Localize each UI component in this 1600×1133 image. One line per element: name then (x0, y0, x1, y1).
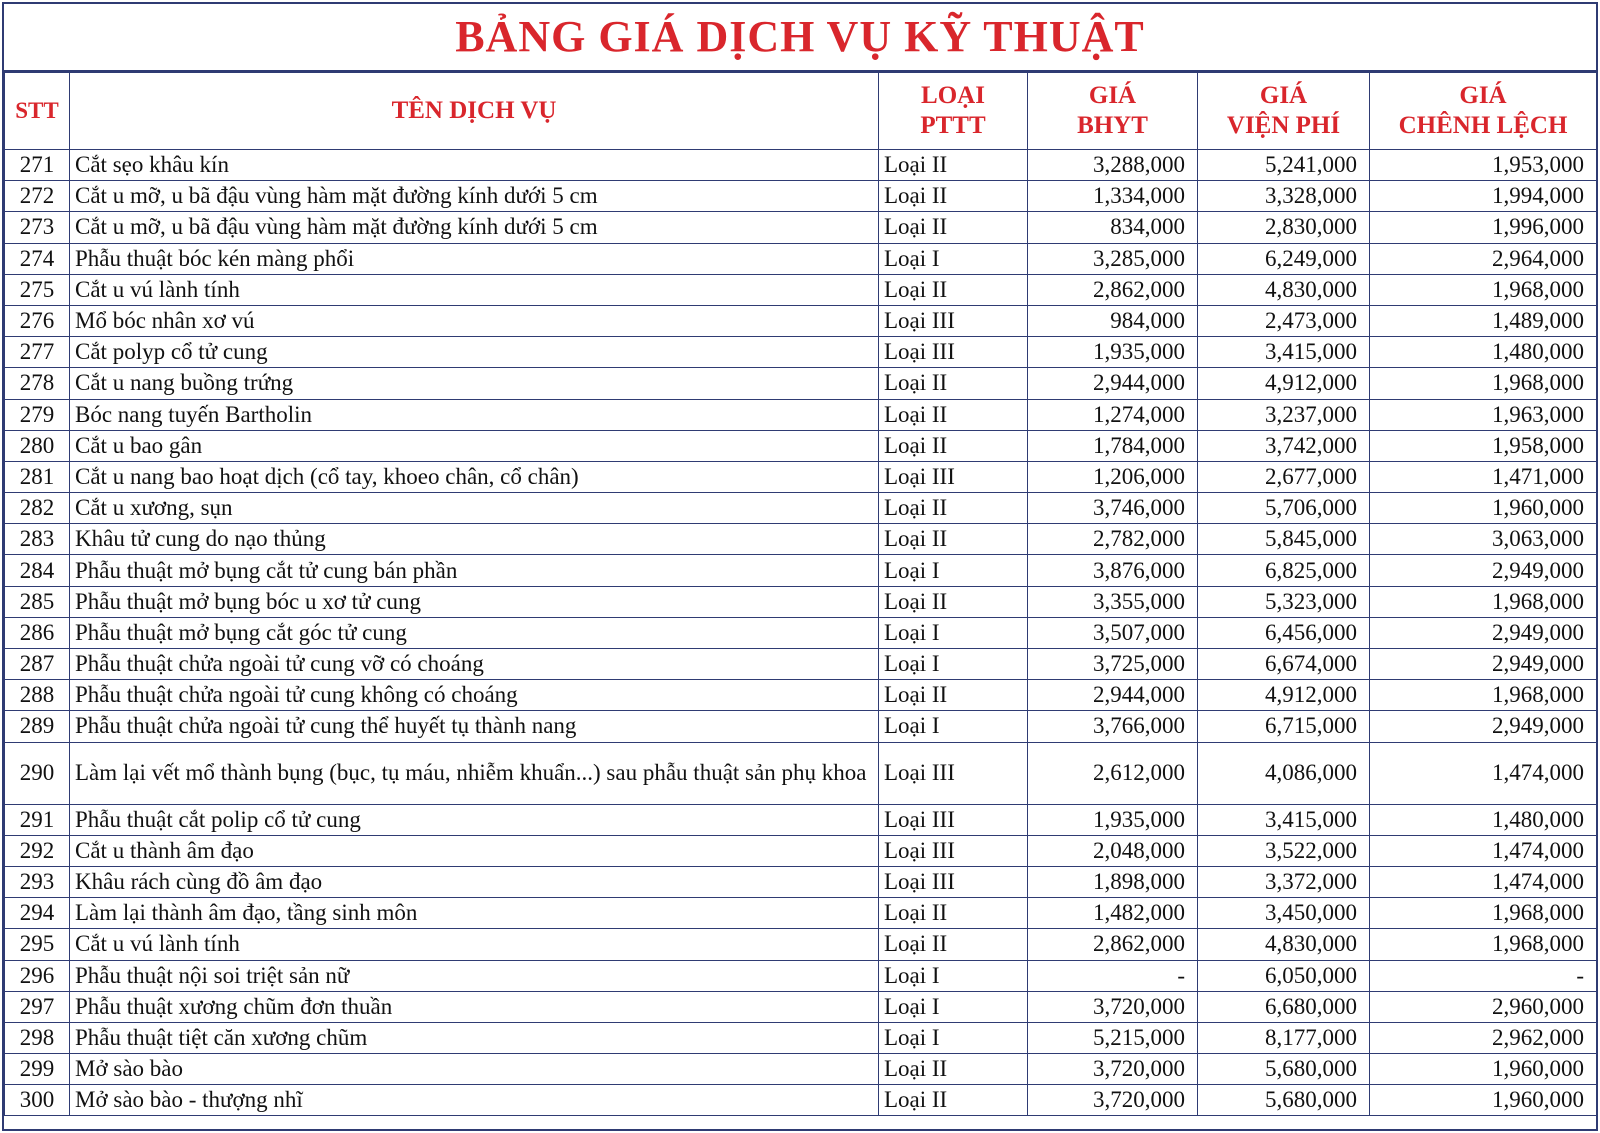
cell-type: Loại III (879, 305, 1028, 336)
page-title: BẢNG GIÁ DỊCH VỤ KỸ THUẬT (4, 4, 1596, 72)
cell-stt: 299 (5, 1054, 70, 1085)
cell-service-name: Cắt u thành âm đạo (70, 835, 879, 866)
cell-price-bhyt: 2,862,000 (1028, 274, 1198, 305)
cell-price-vien-phi: 4,912,000 (1198, 368, 1370, 399)
cell-service-name: Phẫu thuật nội soi triệt sản nữ (70, 960, 879, 991)
cell-service-name: Khâu tử cung do nạo thủng (70, 524, 879, 555)
cell-price-bhyt: 2,048,000 (1028, 835, 1198, 866)
cell-price-chenh-lech: 2,949,000 (1370, 711, 1597, 742)
cell-service-name: Phẫu thuật mở bụng cắt góc tử cung (70, 617, 879, 648)
cell-service-name: Phẫu thuật chửa ngoài tử cung không có choáng (70, 680, 879, 711)
cell-stt: 298 (5, 1022, 70, 1053)
table-row (5, 1054, 1597, 1085)
header-bhyt (1028, 73, 1198, 150)
cell-stt: 296 (5, 960, 70, 991)
cell-price-bhyt: 3,746,000 (1028, 493, 1198, 524)
cell-price-chenh-lech: 1,968,000 (1370, 586, 1597, 617)
cell-price-vien-phi: 4,912,000 (1198, 680, 1370, 711)
table-row (5, 742, 1597, 804)
cell-price-vien-phi: 6,680,000 (1198, 991, 1370, 1022)
table-row (5, 835, 1597, 866)
cell-stt: 279 (5, 399, 70, 430)
cell-service-name: Phẫu thuật bóc kén màng phổi (70, 243, 879, 274)
cell-price-bhyt: 3,720,000 (1028, 1054, 1198, 1085)
table-row (5, 929, 1597, 960)
cell-type: Loại II (879, 1054, 1028, 1085)
cell-service-name: Mổ bóc nhân xơ vú (70, 305, 879, 336)
cell-price-chenh-lech: 1,474,000 (1370, 835, 1597, 866)
table-row (5, 212, 1597, 243)
cell-type: Loại III (879, 742, 1028, 804)
cell-type: Loại II (879, 898, 1028, 929)
cell-price-bhyt: - (1028, 960, 1198, 991)
cell-price-chenh-lech: 1,996,000 (1370, 212, 1597, 243)
cell-price-vien-phi: 3,522,000 (1198, 835, 1370, 866)
cell-price-bhyt: 3,766,000 (1028, 711, 1198, 742)
cell-price-vien-phi: 5,680,000 (1198, 1085, 1370, 1116)
cell-type: Loại II (879, 430, 1028, 461)
cell-type: Loại II (879, 150, 1028, 181)
cell-service-name: Phẫu thuật cắt polip cổ tử cung (70, 804, 879, 835)
cell-price-bhyt: 1,935,000 (1028, 804, 1198, 835)
table-row (5, 243, 1597, 274)
cell-stt: 292 (5, 835, 70, 866)
cell-type: Loại III (879, 835, 1028, 866)
table-row (5, 305, 1597, 336)
cell-stt: 291 (5, 804, 70, 835)
header-type-line-2: PTTT (920, 112, 986, 139)
cell-type: Loại III (879, 461, 1028, 492)
cell-price-vien-phi: 3,328,000 (1198, 181, 1370, 212)
cell-price-vien-phi: 6,674,000 (1198, 649, 1370, 680)
table-row (5, 493, 1597, 524)
cell-price-vien-phi: 4,086,000 (1198, 742, 1370, 804)
table-row (5, 461, 1597, 492)
cell-type: Loại II (879, 680, 1028, 711)
cell-price-chenh-lech: 1,480,000 (1370, 337, 1597, 368)
cell-stt: 280 (5, 430, 70, 461)
cell-price-bhyt: 3,507,000 (1028, 617, 1198, 648)
cell-price-bhyt: 3,720,000 (1028, 991, 1198, 1022)
table-row (5, 866, 1597, 897)
header-stt: STT (5, 73, 70, 150)
cell-service-name: Cắt u nang bao hoạt dịch (cổ tay, khoeo chân, cổ chân) (70, 461, 879, 492)
header-vien-phi (1198, 73, 1370, 150)
header-vien-phi-line-2: VIỆN PHÍ (1226, 112, 1341, 139)
header-type-line-1: LOẠI (921, 82, 985, 109)
cell-stt: 294 (5, 898, 70, 929)
cell-stt: 272 (5, 181, 70, 212)
cell-stt: 278 (5, 368, 70, 399)
cell-price-chenh-lech: 1,474,000 (1370, 742, 1597, 804)
cell-service-name: Cắt u mỡ, u bã đậu vùng hàm mặt đường kính dưới 5 cm (70, 212, 879, 243)
cell-price-bhyt: 1,334,000 (1028, 181, 1198, 212)
cell-stt: 287 (5, 649, 70, 680)
cell-stt: 283 (5, 524, 70, 555)
cell-stt: 273 (5, 212, 70, 243)
cell-stt: 286 (5, 617, 70, 648)
cell-price-chenh-lech: 1,471,000 (1370, 461, 1597, 492)
table-row (5, 617, 1597, 648)
cell-service-name: Cắt sẹo khâu kín (70, 150, 879, 181)
cell-type: Loại I (879, 243, 1028, 274)
cell-price-vien-phi: 4,830,000 (1198, 274, 1370, 305)
price-sheet (2, 2, 1598, 1131)
cell-price-vien-phi: 5,680,000 (1198, 1054, 1370, 1085)
cell-price-chenh-lech: 1,968,000 (1370, 929, 1597, 960)
cell-stt: 295 (5, 929, 70, 960)
cell-service-name: Cắt u xương, sụn (70, 493, 879, 524)
cell-stt: 274 (5, 243, 70, 274)
cell-price-chenh-lech: 3,063,000 (1370, 524, 1597, 555)
table-row (5, 804, 1597, 835)
cell-stt: 300 (5, 1085, 70, 1116)
table-row (5, 399, 1597, 430)
header-vien-phi-line-1: GIÁ (1259, 82, 1308, 109)
cell-price-chenh-lech: 2,962,000 (1370, 1022, 1597, 1053)
cell-price-chenh-lech: 1,960,000 (1370, 1085, 1597, 1116)
cell-service-name: Cắt u bao gân (70, 430, 879, 461)
cell-price-chenh-lech: 1,489,000 (1370, 305, 1597, 336)
cell-price-bhyt: 1,206,000 (1028, 461, 1198, 492)
cell-stt: 293 (5, 866, 70, 897)
cell-price-bhyt: 2,612,000 (1028, 742, 1198, 804)
cell-service-name: Phẫu thuật mở bụng bóc u xơ tử cung (70, 586, 879, 617)
table-row (5, 368, 1597, 399)
cell-price-vien-phi: 8,177,000 (1198, 1022, 1370, 1053)
table-row (5, 991, 1597, 1022)
cell-service-name: Cắt u vú lành tính (70, 274, 879, 305)
cell-price-bhyt: 3,288,000 (1028, 150, 1198, 181)
cell-stt: 275 (5, 274, 70, 305)
cell-price-chenh-lech: 1,953,000 (1370, 150, 1597, 181)
table-row (5, 680, 1597, 711)
cell-price-vien-phi: 6,050,000 (1198, 960, 1370, 991)
cell-price-vien-phi: 6,715,000 (1198, 711, 1370, 742)
header-chenh-lech (1370, 73, 1597, 150)
cell-price-chenh-lech: 1,960,000 (1370, 493, 1597, 524)
cell-price-bhyt: 3,876,000 (1028, 555, 1198, 586)
cell-type: Loại I (879, 555, 1028, 586)
cell-price-chenh-lech: - (1370, 960, 1597, 991)
header-bhyt-line-2: BHYT (1077, 112, 1148, 139)
table-row (5, 586, 1597, 617)
cell-price-bhyt: 1,898,000 (1028, 866, 1198, 897)
cell-type: Loại I (879, 960, 1028, 991)
table-row (5, 649, 1597, 680)
cell-price-vien-phi: 6,456,000 (1198, 617, 1370, 648)
cell-type: Loại III (879, 337, 1028, 368)
cell-stt: 297 (5, 991, 70, 1022)
header-chenh-lech-line-2: CHÊNH LỆCH (1398, 112, 1568, 139)
cell-service-name: Làm lại thành âm đạo, tầng sinh môn (70, 898, 879, 929)
cell-price-chenh-lech: 2,949,000 (1370, 649, 1597, 680)
cell-type: Loại II (879, 524, 1028, 555)
cell-price-vien-phi: 3,742,000 (1198, 430, 1370, 461)
header-service-name: TÊN DỊCH VỤ (70, 73, 879, 150)
cell-price-bhyt: 3,285,000 (1028, 243, 1198, 274)
cell-price-bhyt: 3,355,000 (1028, 586, 1198, 617)
cell-price-vien-phi: 5,706,000 (1198, 493, 1370, 524)
cell-stt: 282 (5, 493, 70, 524)
header-bhyt-line-1: GIÁ (1088, 82, 1137, 109)
cell-stt: 289 (5, 711, 70, 742)
cell-type: Loại II (879, 493, 1028, 524)
cell-price-bhyt: 1,935,000 (1028, 337, 1198, 368)
cell-price-chenh-lech: 1,968,000 (1370, 368, 1597, 399)
table-row (5, 274, 1597, 305)
cell-price-chenh-lech: 2,949,000 (1370, 555, 1597, 586)
cell-price-vien-phi: 3,237,000 (1198, 399, 1370, 430)
cell-price-vien-phi: 3,372,000 (1198, 866, 1370, 897)
cell-stt: 285 (5, 586, 70, 617)
cell-price-bhyt: 2,782,000 (1028, 524, 1198, 555)
table-row (5, 337, 1597, 368)
cell-price-vien-phi: 6,249,000 (1198, 243, 1370, 274)
cell-price-chenh-lech: 1,963,000 (1370, 399, 1597, 430)
cell-price-vien-phi: 3,415,000 (1198, 337, 1370, 368)
table-body (5, 150, 1597, 1116)
cell-service-name: Phẫu thuật mở bụng cắt tử cung bán phần (70, 555, 879, 586)
table-row (5, 960, 1597, 991)
cell-price-chenh-lech: 2,960,000 (1370, 991, 1597, 1022)
cell-price-bhyt: 3,725,000 (1028, 649, 1198, 680)
cell-price-chenh-lech: 1,474,000 (1370, 866, 1597, 897)
cell-price-bhyt: 3,720,000 (1028, 1085, 1198, 1116)
cell-stt: 290 (5, 742, 70, 804)
cell-price-chenh-lech: 2,964,000 (1370, 243, 1597, 274)
table-row (5, 1085, 1597, 1116)
cell-price-bhyt: 1,274,000 (1028, 399, 1198, 430)
cell-service-name: Phẫu thuật xương chũm đơn thuần (70, 991, 879, 1022)
cell-service-name: Khâu rách cùng đồ âm đạo (70, 866, 879, 897)
cell-price-bhyt: 5,215,000 (1028, 1022, 1198, 1053)
cell-price-chenh-lech: 2,949,000 (1370, 617, 1597, 648)
header-chenh-lech-line-1: GIÁ (1459, 82, 1507, 109)
cell-type: Loại III (879, 804, 1028, 835)
cell-price-vien-phi: 5,845,000 (1198, 524, 1370, 555)
cell-stt: 276 (5, 305, 70, 336)
cell-type: Loại II (879, 1085, 1028, 1116)
cell-price-bhyt: 984,000 (1028, 305, 1198, 336)
cell-price-vien-phi: 2,830,000 (1198, 212, 1370, 243)
price-table (4, 72, 1597, 1116)
table-row (5, 430, 1597, 461)
cell-type: Loại II (879, 399, 1028, 430)
table-row (5, 555, 1597, 586)
cell-price-vien-phi: 3,415,000 (1198, 804, 1370, 835)
cell-price-bhyt: 2,944,000 (1028, 368, 1198, 399)
table-row (5, 1022, 1597, 1053)
table-row (5, 711, 1597, 742)
cell-service-name: Phẫu thuật chửa ngoài tử cung vỡ có choáng (70, 649, 879, 680)
cell-price-bhyt: 1,482,000 (1028, 898, 1198, 929)
cell-stt: 288 (5, 680, 70, 711)
table-row (5, 181, 1597, 212)
table-row (5, 898, 1597, 929)
cell-type: Loại II (879, 929, 1028, 960)
table-header (5, 73, 1597, 150)
cell-type: Loại I (879, 617, 1028, 648)
cell-price-chenh-lech: 1,960,000 (1370, 1054, 1597, 1085)
cell-service-name: Làm lại vết mổ thành bụng (bục, tụ máu, nhiễm khuẩn...) sau phẫu thuật sản phụ khoa (70, 742, 879, 804)
cell-price-chenh-lech: 1,994,000 (1370, 181, 1597, 212)
cell-type: Loại I (879, 649, 1028, 680)
cell-price-chenh-lech: 1,968,000 (1370, 274, 1597, 305)
cell-type: Loại I (879, 711, 1028, 742)
cell-price-chenh-lech: 1,958,000 (1370, 430, 1597, 461)
cell-type: Loại III (879, 866, 1028, 897)
cell-type: Loại II (879, 368, 1028, 399)
cell-price-chenh-lech: 1,480,000 (1370, 804, 1597, 835)
cell-price-vien-phi: 3,450,000 (1198, 898, 1370, 929)
cell-service-name: Mở sào bào - thượng nhĩ (70, 1085, 879, 1116)
table-row (5, 150, 1597, 181)
cell-service-name: Cắt u mỡ, u bã đậu vùng hàm mặt đường kính dưới 5 cm (70, 181, 879, 212)
cell-service-name: Cắt u vú lành tính (70, 929, 879, 960)
cell-price-vien-phi: 4,830,000 (1198, 929, 1370, 960)
cell-service-name: Bóc nang tuyến Bartholin (70, 399, 879, 430)
cell-service-name: Mở sào bào (70, 1054, 879, 1085)
header-type (879, 73, 1028, 150)
cell-price-bhyt: 2,862,000 (1028, 929, 1198, 960)
cell-price-vien-phi: 2,677,000 (1198, 461, 1370, 492)
cell-stt: 284 (5, 555, 70, 586)
cell-stt: 271 (5, 150, 70, 181)
cell-price-chenh-lech: 1,968,000 (1370, 898, 1597, 929)
cell-type: Loại II (879, 586, 1028, 617)
cell-type: Loại I (879, 991, 1028, 1022)
cell-price-chenh-lech: 1,968,000 (1370, 680, 1597, 711)
cell-price-bhyt: 2,944,000 (1028, 680, 1198, 711)
cell-type: Loại II (879, 212, 1028, 243)
cell-price-bhyt: 834,000 (1028, 212, 1198, 243)
cell-stt: 281 (5, 461, 70, 492)
cell-price-vien-phi: 5,241,000 (1198, 150, 1370, 181)
cell-price-vien-phi: 6,825,000 (1198, 555, 1370, 586)
cell-price-vien-phi: 5,323,000 (1198, 586, 1370, 617)
cell-type: Loại II (879, 274, 1028, 305)
cell-service-name: Cắt polyp cổ tử cung (70, 337, 879, 368)
cell-service-name: Phẫu thuật chửa ngoài tử cung thể huyết tụ thành nang (70, 711, 879, 742)
cell-service-name: Cắt u nang buồng trứng (70, 368, 879, 399)
table-row (5, 524, 1597, 555)
cell-type: Loại I (879, 1022, 1028, 1053)
cell-price-vien-phi: 2,473,000 (1198, 305, 1370, 336)
cell-price-bhyt: 1,784,000 (1028, 430, 1198, 461)
cell-service-name: Phẫu thuật tiệt căn xương chũm (70, 1022, 879, 1053)
cell-type: Loại II (879, 181, 1028, 212)
header-row (5, 73, 1597, 150)
cell-stt: 277 (5, 337, 70, 368)
